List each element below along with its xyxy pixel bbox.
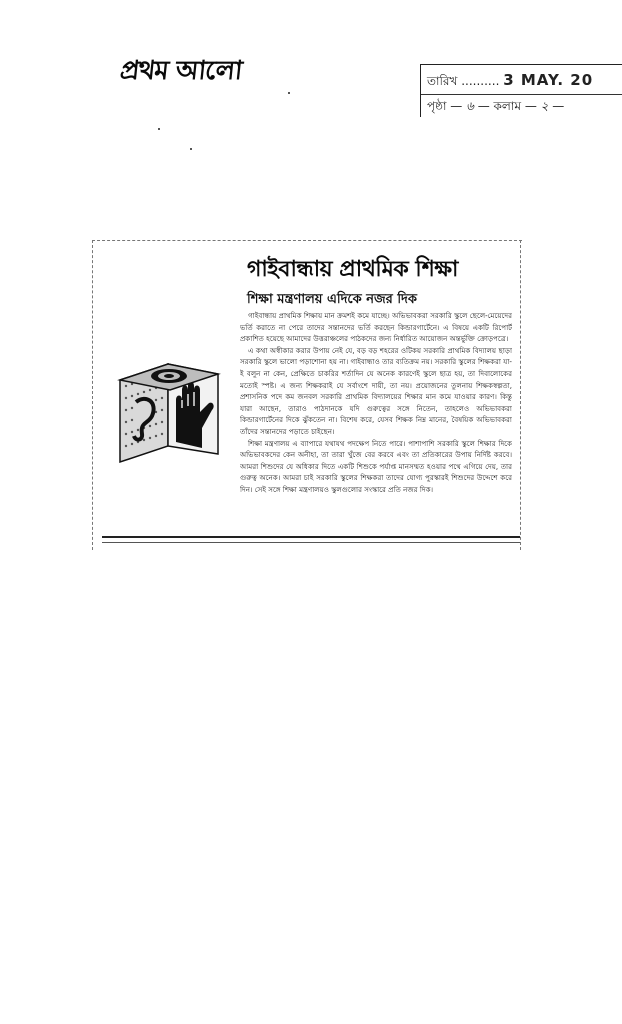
stamp-column-label: কলাম — [493, 99, 522, 113]
stamp-page-label: পৃষ্ঠা — [427, 99, 447, 113]
masthead-logo: প্রথম আলো — [118, 56, 244, 86]
cube-illustration-icon — [120, 364, 218, 462]
stamp-date-value: 3 MAY. 20 — [503, 71, 594, 89]
clipping-rule-bottom — [102, 536, 520, 543]
article-paragraph: শিক্ষা মন্ত্রণালয় এ ব্যাপারে যথাযথ পদক্ষেপ নিতে পারে। পাশাপাশি সরকারি স্কুলে শিক্ষার দিকে অভিভাবকদের কেন অনীহা, তা তারা খুঁজে বের করবে এবং তা প্রতিকারের উপায় নির্দিষ্ট করবে। আমরা শিশুদের যে অধিকার দিতে একটি শিশুকে পর্যাপ্ত মানসম্মত হওয়ার পথে এগিয়ে দেয়, তার গুরুত্ব অনেক। আমরা চাই সরকারি স্কুলের শিক্ষকরা তাদের যোগ্য পুরস্কারই শিশুদের উদ্দেশে করে দিন। সেই সঙ্গে শিক্ষা মন্ত্রণালয়ও স্কুলগুলোর সংস্কারে প্রতি নজর দিক। — [240, 438, 512, 494]
clipping-border-top — [92, 240, 522, 242]
article-headline: গাইবান্ধায় প্রাথমিক শিক্ষা — [247, 257, 458, 282]
stamp-dots: .......... — [461, 74, 504, 88]
article-subhead: শিক্ষা মন্ত্রণালয় এদিকে নজর দিক — [247, 292, 417, 307]
scan-speck — [288, 92, 290, 94]
article-paragraph: গাইবান্ধায় প্রাথমিক শিক্ষায় মান ক্রমশই কমে যাচ্ছে। অভিভাবকরা সরকারি স্কুলে ছেলে-মেয়েদের ভর্তি করাতে না পেরে তাদের সন্তানদের ভর্তি করছেন কিন্ডারগার্টেনে। এ বিষয়ে একটি রিপোর্ট প্রকাশিত হয়েছে আমাদের উত্তরাঞ্চলের পাঠকদের জন্য নির্ধারিত আয়োজন অন্তর্ভুক্তি ক্রোড়পত্রে। — [240, 311, 512, 344]
newspaper-clipping — [92, 240, 522, 550]
article-paragraph: এ কথা অস্বীকার করার উপায় নেই যে, বড় বড় শহরের ওটিকয় সরকারি প্রাথমিক বিদ্যালয় ছাড়া সরকারি স্কুলে ভালো পড়াশোনা হয় না। গাইবান্ধাও তার ব্যতিক্রম নয়। সরকারি স্কুলের শিক্ষকরা যা-ই বলুন না কেন, প্রেক্ষিতে চাকরির শর্তাদিন যে অনেক কারণেই স্কুলে ছাত্র হয়, তা দিবালোকের মতোই স্পষ্ট। এ জন্য শিক্ষকরাই যে সর্বাংশে দায়ী, তা নয়। প্রয়োজনের তুলনায় শিক্ষকস্বল্পতা, প্রশাসনিক পদে কম জনবল সরকারি প্রাথমিক বিদ্যালয়ের শিক্ষার মান কমে যাওয়ার কারণ। কিন্তু যারা আছেন, তারাও পাঠদানকে যদি গুরুত্বের সঙ্গে নিতেন, তাহলেও অভিভাবকরা কিন্ডারগার্টেনের দিকে ঝুঁকতেন না। বিশেষ করে, যেসব শিক্ষক নিম্ন মানের, বৈষয়িক অভিভাবকরা তাঁদের সন্তানদের পড়াতে চাইছেন। — [240, 345, 512, 436]
article-body — [240, 310, 512, 532]
scan-speck — [190, 148, 192, 150]
stamp-handwritten-mark-2: — ২ — — [524, 99, 565, 113]
stamp-date-row — [427, 71, 593, 93]
stamp-date-label: তারিখ — [427, 74, 458, 88]
date-stamp — [420, 64, 622, 117]
scan-speck — [158, 128, 160, 130]
clipping-border-right — [520, 240, 522, 550]
editorial-illustration — [106, 350, 238, 470]
clipping-border-left — [92, 240, 94, 550]
stamp-handwritten-mark: — ৬ — — [450, 99, 494, 113]
stamp-page-row — [421, 94, 622, 118]
